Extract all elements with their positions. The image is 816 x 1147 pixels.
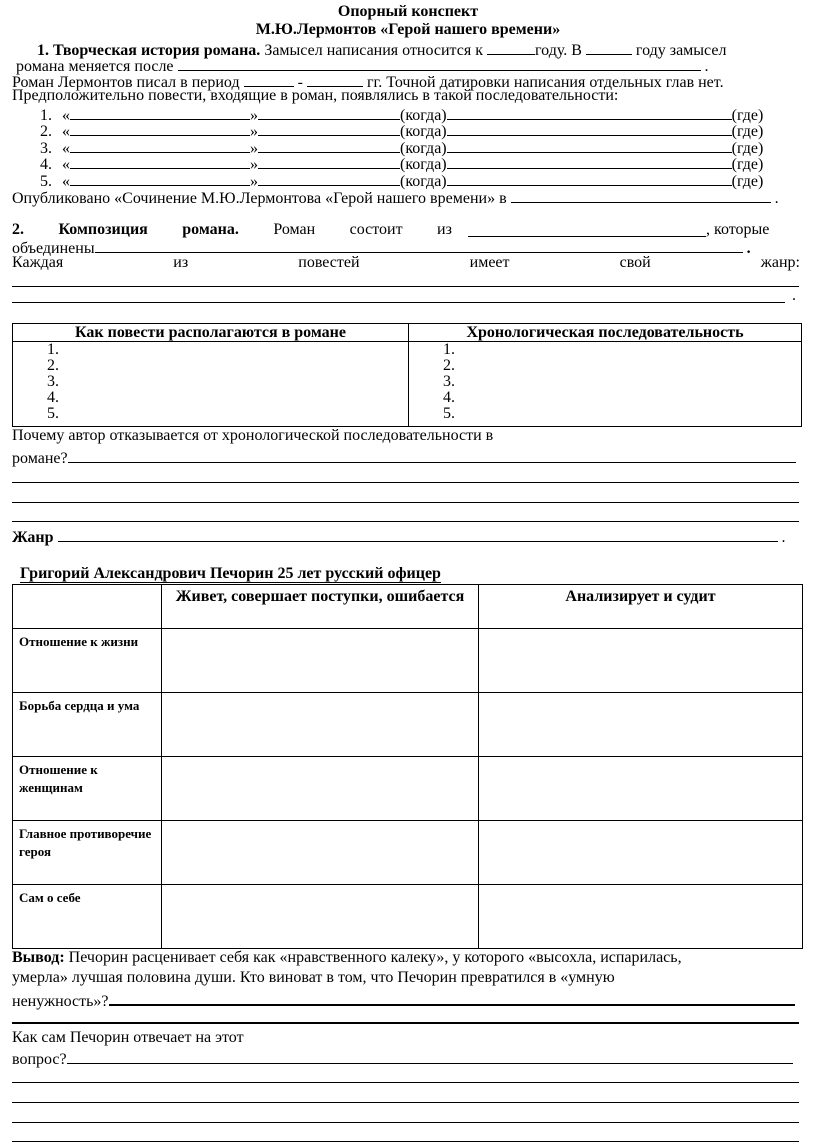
blank-story-title[interactable]: [70, 138, 250, 153]
table1-header-chrono: Хронологическая последовательность: [409, 324, 802, 342]
cell-heart-analyzes[interactable]: [479, 693, 803, 757]
blank-genre-line-2[interactable]: [12, 302, 785, 303]
blank-conclusion-line-2[interactable]: [12, 1022, 799, 1024]
blank-story-title[interactable]: [70, 121, 250, 136]
blank-question1[interactable]: [68, 448, 796, 463]
blank-composition[interactable]: [468, 222, 706, 237]
row-label-life: Отношение к жизни: [13, 629, 162, 693]
story-list-item: 3. « » (когда) (где): [40, 140, 764, 157]
cell-contradiction-analyzes[interactable]: [479, 821, 803, 885]
blank-story-when[interactable]: [258, 121, 400, 136]
section1-line1: 1. Творческая история романа. Замысел написания относится к году. В году замысел: [37, 42, 727, 59]
blank-answer-line-3[interactable]: [12, 521, 799, 522]
blank-answer-line-2[interactable]: [12, 502, 799, 503]
row-label-women: Отношение к женщинам: [13, 757, 162, 821]
cell-women-analyzes[interactable]: [479, 757, 803, 821]
stories-order-table: [12, 323, 802, 427]
blank-story-where[interactable]: [447, 171, 732, 186]
table1-order-cell[interactable]: 1. 2. 3. 4. 5.: [13, 342, 409, 427]
pechorin-header-lives: Живет, совершает поступки, ошибается: [162, 585, 479, 629]
question2-line2: вопрос?: [12, 1049, 793, 1068]
blank-year-2[interactable]: [586, 40, 632, 55]
blank-answer2-line-1[interactable]: [12, 1082, 799, 1083]
blank-story-where[interactable]: [447, 154, 732, 169]
blank-period-end[interactable]: [307, 72, 363, 87]
genre-line: Жанр .: [12, 529, 786, 546]
page-title: Опорный конспект: [337, 3, 479, 20]
story-list-item: 4. « » (когда) (где): [40, 156, 764, 173]
cell-life-analyzes[interactable]: [479, 629, 803, 693]
blank-genre-line-1[interactable]: [12, 286, 799, 287]
cell-heart-lives[interactable]: [162, 693, 479, 757]
story-list-item: 5. « » (когда) (где): [40, 173, 764, 190]
blank-after[interactable]: [178, 56, 701, 71]
conclusion-line2: умерла» лучшая половина души. Кто виноват в том, что Печорин превратился в «умную: [12, 969, 615, 986]
section1-heading: 1. Творческая история романа.: [37, 42, 261, 59]
blank-question2[interactable]: [67, 1049, 793, 1064]
blank-story-title[interactable]: [70, 154, 250, 169]
blank-story-when[interactable]: [258, 171, 400, 186]
section1-line2: романа меняется после .: [16, 58, 709, 75]
question1-line1: Почему автор отказывается от хронологической последовательности в: [12, 427, 494, 444]
cell-life-lives[interactable]: [162, 629, 479, 693]
page-subtitle: М.Ю.Лермонтов «Герой нашего времени»: [255, 21, 561, 38]
blank-answer-line-1[interactable]: [12, 482, 799, 483]
pechorin-title: Григорий Александрович Печорин 25 лет русский офицер: [20, 565, 441, 582]
story-list-item: 2. « » (когда) (где): [40, 123, 764, 140]
pechorin-header-analyzes: Анализирует и судит: [479, 585, 803, 629]
conclusion-line3: ненужность»?: [12, 990, 795, 1010]
pechorin-header-empty: [13, 585, 162, 629]
blank-answer2-line-4[interactable]: [12, 1141, 799, 1142]
pechorin-table: [12, 584, 803, 949]
cell-self-analyzes[interactable]: [479, 885, 803, 949]
blank-period-start[interactable]: [244, 72, 294, 87]
blank-story-title[interactable]: [70, 171, 250, 186]
cell-contradiction-lives[interactable]: [162, 821, 479, 885]
genre-dot: .: [792, 287, 796, 304]
row-label-self: Сам о себе: [13, 885, 162, 949]
blank-story-when[interactable]: [258, 138, 400, 153]
story-list-item: 1. « » (когда) (где): [40, 107, 764, 124]
blank-year-1[interactable]: [487, 40, 535, 55]
question2-line1: Как сам Печорин отвечает на этот: [12, 1029, 244, 1046]
section2-line2: объединены .: [12, 240, 751, 257]
blank-united[interactable]: [95, 238, 743, 253]
blank-story-when[interactable]: [258, 154, 400, 169]
table1-chrono-cell[interactable]: 1. 2. 3. 4. 5.: [409, 342, 802, 427]
blank-story-where[interactable]: [447, 138, 732, 153]
cell-women-lives[interactable]: [162, 757, 479, 821]
blank-story-where[interactable]: [447, 105, 732, 120]
cell-self-lives[interactable]: [162, 885, 479, 949]
blank-answer2-line-3[interactable]: [12, 1122, 799, 1123]
row-label-heart-mind: Борьба сердца и ума: [13, 693, 162, 757]
blank-published[interactable]: [511, 188, 771, 203]
blank-conclusion[interactable]: [109, 990, 795, 1006]
question1-line2: романе?: [12, 448, 796, 467]
blank-story-when[interactable]: [258, 105, 400, 120]
blank-story-where[interactable]: [447, 121, 732, 136]
blank-story-title[interactable]: [70, 105, 250, 120]
row-label-contradiction: Главное противоречие героя: [13, 821, 162, 885]
published-line: Опубликовано «Сочинение М.Ю.Лермонтова «Герой нашего времени» в .: [12, 190, 779, 207]
section1-line4: Предположительно повести, входящие в роман, появлялись в такой последовательности:: [12, 87, 619, 104]
section1-line3: Роман Лермонтов писал в период - гг. Точной датировки написания отдельных глав нет.: [12, 74, 724, 91]
blank-genre[interactable]: [58, 527, 778, 542]
conclusion-line1: Вывод: Печорин расценивает себя как «нравственного калеку», у которого «высохла, испарилась,: [12, 949, 682, 966]
table1-header-order: Как повести располагаются в романе: [13, 324, 409, 342]
blank-answer2-line-2[interactable]: [12, 1102, 799, 1103]
section2-line3: Каждая из повестей имеет свой жанр:: [12, 254, 800, 271]
